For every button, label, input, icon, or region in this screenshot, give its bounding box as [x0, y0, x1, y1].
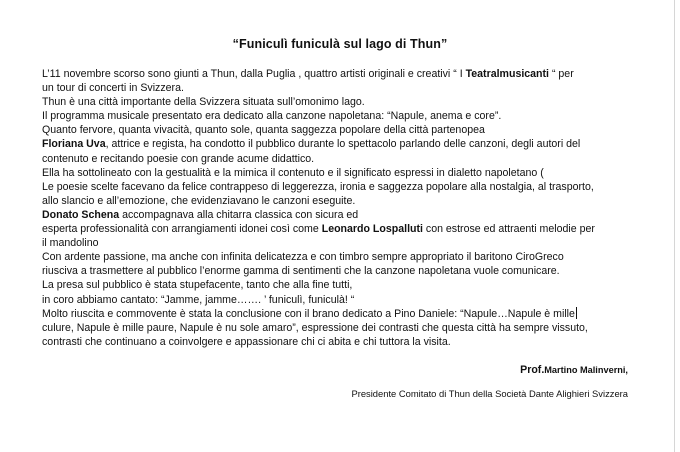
text-line — [42, 307, 634, 321]
text-line — [42, 208, 634, 222]
performer-name: Leonardo Lospalluti — [321, 223, 423, 236]
text-line — [42, 67, 634, 81]
ensemble-name: Teatralmusicanti — [465, 68, 549, 80]
text-run: esperta professionalità con arrangiamenti idonei così come — [42, 223, 322, 236]
signature-name — [520, 364, 628, 376]
text-line: contenuto e recitando poesie con grande acume didattico. — [42, 152, 315, 165]
text-run: con estrose ed attraenti melodie per — [422, 223, 595, 236]
text-line: La presa sul pubblico è stata stupefacente, tanto che alla fine tutti, — [42, 279, 353, 292]
text-line: in coro abbiamo cantato: “Jamme, jamme……. ’ funiculì, funiculà! “ — [42, 293, 355, 306]
text-run: Molto riuscita e commovente è stata la conclusione con il brano dedicato a Pino Daniele: “Napule…Napule è mille — [42, 307, 575, 320]
text-line — [42, 222, 634, 236]
text-line: Il programma musicale presentato era dedicato alla canzone napoletana: “Napule, anema e core”. — [42, 110, 502, 123]
text-run: accompagnava alla chitarra classica con sicura ed — [119, 208, 359, 221]
text-line: Quanto fervore, quanta vivacità, quanto sole, quanta saggezza popolare della città partenopea — [42, 124, 485, 137]
signature-author: Martino Malinverni, — [544, 365, 628, 375]
text-line — [42, 137, 634, 151]
text-line: Thun è una città importante della Svizzera situata sull’omonimo lago. — [42, 96, 365, 109]
article-body[interactable] — [42, 67, 634, 349]
performer-name: Floriana Uva — [42, 138, 106, 151]
text-run: L’11 novembre scorso sono giunti a Thun, dalla Puglia , quattro artisti originali e creativi “ I — [42, 68, 466, 80]
text-line: un tour di concerti in Svizzera. — [42, 82, 184, 95]
text-line: culure, Napule è mille paure, Napule è nu sole amaro”, espressione dei contrasti che questa città ha sempre vissuto, — [42, 321, 588, 334]
signature-prefix: Prof. — [520, 364, 545, 376]
page-edge-divider — [674, 0, 675, 452]
document-title: “Funiculì funiculà sul lago di Thun” — [232, 37, 448, 51]
signature-role: Presidente Comitato di Thun della Società Dante Alighieri Svizzera — [351, 388, 628, 399]
text-line: Ella ha sottolineato con la gestualità e la mimica il contenuto e il significato espressi in dialetto napoletano ( — [42, 166, 544, 179]
text-run: “ per — [549, 68, 574, 80]
text-run: , attrice e regista, ha condotto il pubblico durante lo spettacolo parlando delle canzoni, degli autori del — [105, 138, 581, 151]
text-line: Con ardente passione, ma anche con infinita delicatezza e con timbro sempre appropriato il baritono CiroGreco — [42, 251, 564, 264]
text-line: riusciva a trasmettere al pubblico l’enorme gamma di sentimenti che la canzone napoletana vuole comunicare. — [42, 265, 560, 278]
text-line: contrasti che continuano a coinvolgere e appassionare chi ci abita e chi tuttora la visita. — [42, 335, 451, 348]
text-line: il mandolino — [42, 237, 99, 250]
text-line: allo slancio e all’emozione, che evidenziavano le canzoni eseguite. — [42, 194, 356, 207]
performer-name: Donato Schena — [42, 208, 120, 221]
text-cursor — [576, 307, 577, 319]
text-line: Le poesie scelte facevano da felice contrappeso di leggerezza, ironia e saggezza popolare alla nostalgia, al trasporto, — [42, 180, 594, 193]
